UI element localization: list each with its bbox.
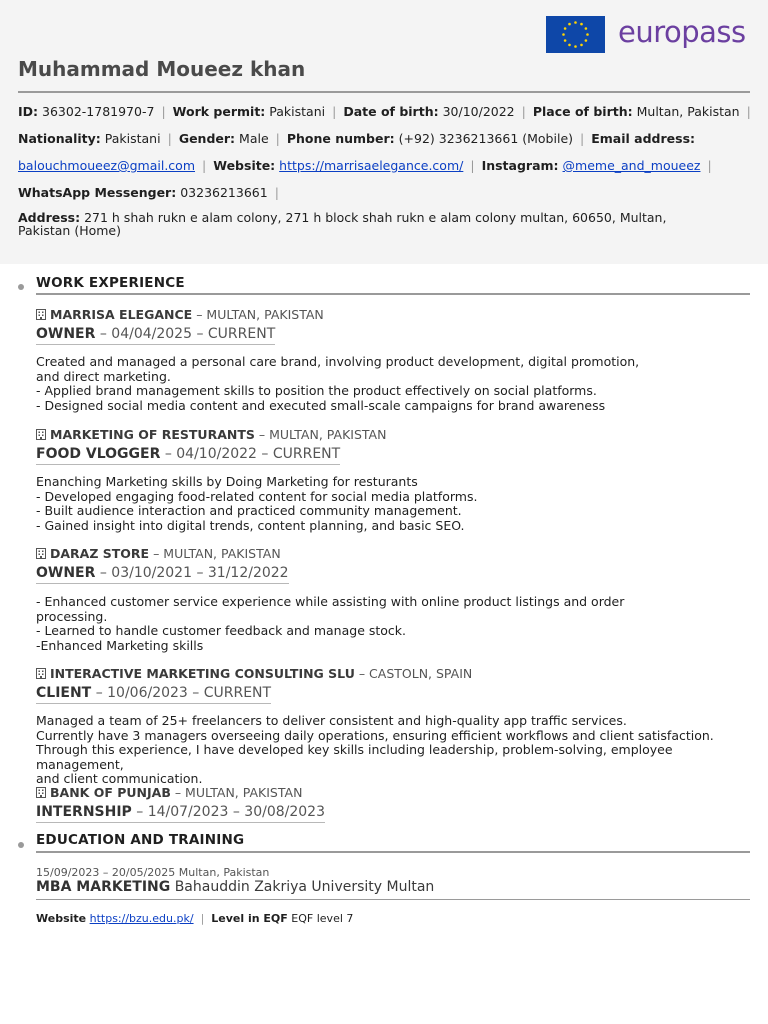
work-permit-label: Work permit: xyxy=(172,104,266,119)
desc-line: - Gained insight into digital trends, content planning, and basic SEO. xyxy=(36,517,465,533)
employer-location: – CASTOLN, SPAIN xyxy=(358,666,473,681)
section-title-education: EDUCATION AND TRAINING xyxy=(36,832,245,848)
role-line xyxy=(36,804,325,823)
role-line xyxy=(36,326,275,345)
divider xyxy=(18,91,750,93)
europass-logo: europass xyxy=(618,15,746,49)
section-title-work: WORK EXPERIENCE xyxy=(36,275,185,291)
employer-location: – MULTAN, PAKISTAN xyxy=(196,307,324,322)
role-line xyxy=(36,565,289,584)
building-icon xyxy=(36,547,46,562)
edu-website-link[interactable]: https://bzu.edu.pk/ xyxy=(89,912,194,925)
role-dates: – 04/10/2022 – CURRENT xyxy=(164,446,341,462)
whatsapp-label: WhatsApp Messenger: xyxy=(18,185,177,200)
eu-star xyxy=(564,39,567,42)
employer-line xyxy=(36,666,472,682)
desc-line: Created and managed a personal care brand, involving product development, digital promotion, xyxy=(36,354,640,369)
work-permit-value: Pakistani xyxy=(269,104,326,119)
desc-line: processing. xyxy=(36,608,108,624)
eu-star xyxy=(585,27,588,30)
employer-line xyxy=(36,546,281,562)
employer-line xyxy=(36,785,302,801)
desc-line: Through this experience, I have developed key skills including leadership, problem-solving, employee management, xyxy=(36,742,677,772)
dob-label: Date of birth: xyxy=(343,104,439,119)
role-description xyxy=(36,475,736,533)
desc-line: -Enhanced Marketing skills xyxy=(36,637,204,653)
employer-line xyxy=(36,427,386,443)
eqf-level-label: Level in EQF xyxy=(211,912,288,925)
desc-line: - Built audience interaction and practiced community management. xyxy=(36,503,462,519)
address xyxy=(18,211,718,237)
whatsapp-value: 03236213661 xyxy=(180,185,268,200)
institution-name: Bahauddin Zakriya University Multan xyxy=(174,879,435,895)
nationality-label: Nationality: xyxy=(18,131,101,146)
role-title: OWNER xyxy=(36,326,96,342)
eu-star xyxy=(562,33,565,36)
website-label: Website: xyxy=(213,158,276,173)
website-link[interactable]: https://marrisaelegance.com/ xyxy=(279,158,464,173)
section-bullet-icon xyxy=(18,842,24,848)
desc-line: and client communication. xyxy=(36,771,203,787)
desc-line: - Enhanced customer service experience while assisting with online product listings and order xyxy=(36,594,625,609)
person-name: Muhammad Moueez khan xyxy=(18,57,306,81)
nationality-value: Pakistani xyxy=(104,131,161,146)
role-title: INTERNSHIP xyxy=(36,804,132,820)
role-description xyxy=(36,595,736,653)
role-title: FOOD VLOGGER xyxy=(36,446,161,462)
education-dates: 15/09/2023 – 20/05/2025 Multan, Pakistan xyxy=(36,866,270,879)
employer-location: – MULTAN, PAKISTAN xyxy=(174,785,303,800)
instagram-label: Instagram: xyxy=(481,158,559,173)
eu-flag-icon xyxy=(546,16,605,53)
role-line xyxy=(36,446,340,465)
eu-star xyxy=(585,39,588,42)
eu-star xyxy=(574,45,577,48)
divider xyxy=(36,899,750,900)
role-dates: – 10/06/2023 – CURRENT xyxy=(95,685,272,701)
email-link[interactable]: balouchmoueez@gmail.com xyxy=(18,158,196,173)
degree-name: MBA MARKETING xyxy=(36,879,171,895)
employer-name: BANK OF PUNJAB xyxy=(50,785,171,800)
employer-name: MARKETING OF RESTURANTS xyxy=(50,427,255,442)
email-label: Email address: xyxy=(591,131,696,146)
desc-line: Currently have 3 managers overseeing daily operations, ensuring efficient workflows and client satisfaction. xyxy=(36,727,714,743)
desc-line: - Developed engaging food-related content for social media platforms. xyxy=(36,488,478,504)
edu-website-label: Website xyxy=(36,912,87,925)
eu-star xyxy=(580,44,583,47)
divider xyxy=(36,851,750,853)
building-icon xyxy=(36,428,46,443)
education-meta: Website https://bzu.edu.pk/ | Level in EQF EQF level 7 xyxy=(36,912,354,925)
eu-star xyxy=(586,33,589,36)
instagram-link[interactable]: @meme_and_moueez xyxy=(562,158,701,173)
phone-label: Phone number: xyxy=(286,131,395,146)
desc-line: Managed a team of 25+ freelancers to deliver consistent and high-quality app traffic services. xyxy=(36,713,627,728)
employer-location: – MULTAN, PAKISTAN xyxy=(153,546,281,561)
info-line-2: Nationality: Pakistani | Gender: Male | Phone number: (+92) 3236213661 (Mobile) | Email address: xyxy=(18,131,696,146)
eu-star xyxy=(568,44,571,47)
desc-line: - Designed social media content and executed small-scale campaigns for brand awareness xyxy=(36,397,606,413)
role-description xyxy=(36,355,736,413)
gender-label: Gender: xyxy=(178,131,236,146)
eu-star xyxy=(568,23,571,26)
building-icon xyxy=(36,667,46,682)
desc-line: and direct marketing. xyxy=(36,368,171,384)
phone-value: (+92) 3236213661 (Mobile) xyxy=(398,131,574,146)
building-icon xyxy=(36,786,46,801)
pob-value: Multan, Pakistan xyxy=(636,104,740,119)
role-description xyxy=(36,714,756,787)
desc-line: - Applied brand management skills to position the product effectively on social platforms. xyxy=(36,383,597,399)
section-bullet-icon xyxy=(18,284,24,290)
employer-location: – MULTAN, PAKISTAN xyxy=(258,427,387,442)
eqf-level-value: EQF level 7 xyxy=(291,912,354,925)
employer-name: DARAZ STORE xyxy=(50,546,150,561)
id-value: 36302-1781970-7 xyxy=(42,104,155,119)
education-title xyxy=(36,879,434,895)
id-label: ID: xyxy=(18,104,39,119)
gender-value: Male xyxy=(239,131,269,146)
info-line-1: ID: 36302-1781970-7 | Work permit: Pakistani | Date of birth: 30/10/2022 | Place of birth: Multan, Pakistan | xyxy=(18,104,751,119)
dob-value: 30/10/2022 xyxy=(442,104,515,119)
building-icon xyxy=(36,308,46,323)
role-title: OWNER xyxy=(36,565,96,581)
role-line xyxy=(36,685,271,704)
address-label: Address: xyxy=(18,210,81,225)
divider xyxy=(36,293,750,295)
employer-line xyxy=(36,307,324,323)
info-line-4: WhatsApp Messenger: 03236213661 | xyxy=(18,185,279,200)
role-dates: – 03/10/2021 – 31/12/2022 xyxy=(99,565,289,581)
role-title: CLIENT xyxy=(36,685,92,701)
info-line-3: balouchmoueez@gmail.com | Website: https://marrisaelegance.com/ | Instagram: @meme_and_moueez | xyxy=(18,158,712,173)
eu-star xyxy=(580,23,583,26)
role-dates: – 04/04/2025 – CURRENT xyxy=(99,326,276,342)
role-dates: – 14/07/2023 – 30/08/2023 xyxy=(136,804,325,820)
eu-star xyxy=(564,27,567,30)
desc-line: - Learned to handle customer feedback and manage stock. xyxy=(36,623,407,639)
pob-label: Place of birth: xyxy=(532,104,633,119)
employer-name: INTERACTIVE MARKETING CONSULTING SLU xyxy=(50,666,355,681)
employer-name: MARRISA ELEGANCE xyxy=(50,307,193,322)
desc-line: Enanching Marketing skills by Doing Marketing for resturants xyxy=(36,474,418,489)
eu-star xyxy=(574,21,577,24)
address-value: 271 h shah rukn e alam colony, 271 h block shah rukn e alam colony multan, 60650, Multan, Pakistan (Home) xyxy=(18,210,667,238)
